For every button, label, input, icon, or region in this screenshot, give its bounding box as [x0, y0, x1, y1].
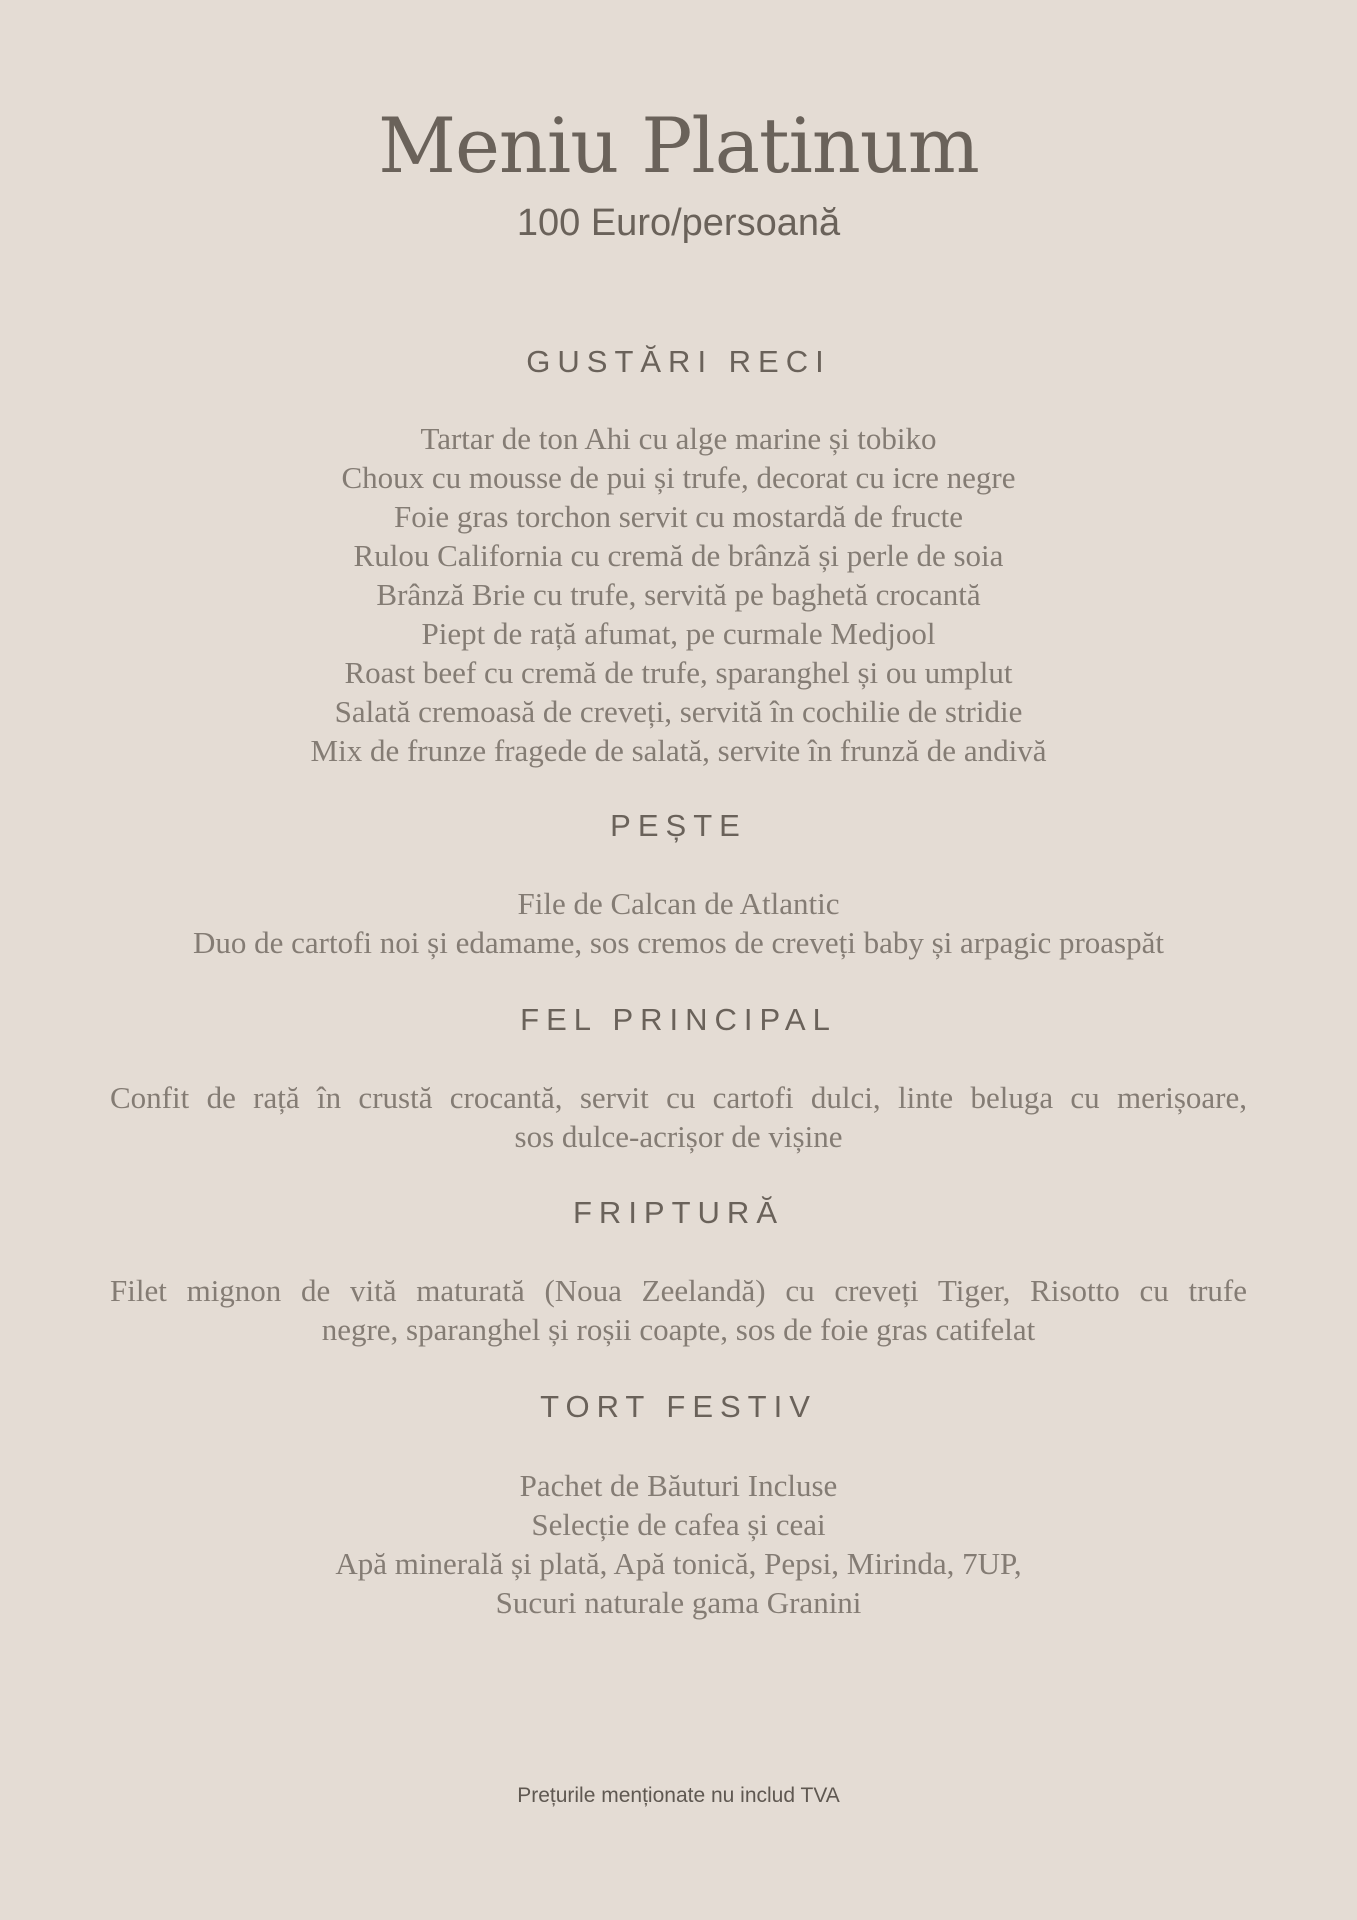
menu-item: File de Calcan de Atlantic: [517, 886, 840, 921]
menu-item: Salată cremoasă de creveți, servită în cochilie de stridie: [334, 694, 1023, 729]
menu-item-line: Confit de rață în crustă crocantă, servit cu cartofi dulci, linte beluga cu merișoare,: [110, 1080, 1247, 1115]
menu-item-line: Filet mignon de vită maturată (Noua Zeelandă) cu creveți Tiger, Risotto cu trufe: [110, 1273, 1247, 1308]
menu-item-line: sos dulce-acrișor de vișine: [514, 1119, 843, 1154]
vat-footnote: Prețurile menționate nu includ TVA: [517, 1784, 840, 1807]
section-items-tort-festiv: [100, 1466, 1257, 1622]
menu-item: Tartar de ton Ahi cu alge marine și tobiko: [420, 421, 937, 456]
menu-price: 100 Euro/persoană: [516, 202, 841, 244]
section-text-friptura: [110, 1271, 1247, 1349]
section-heading-gustari-reci: GUSTĂRI RECI: [526, 344, 831, 379]
menu-item: Sucuri naturale gama Granini: [495, 1585, 862, 1620]
section-text-fel-principal: [110, 1078, 1247, 1156]
menu-item: Selecție de cafea și ceai: [531, 1507, 826, 1542]
section-heading-peste: PEȘTE: [610, 808, 747, 843]
section-heading-tort-festiv: TORT FESTIV: [540, 1389, 817, 1424]
section-heading-fel-principal: FEL PRINCIPAL: [520, 1002, 837, 1037]
section-heading-friptura: FRIPTURĂ: [573, 1195, 784, 1230]
menu-item: Pachet de Băuturi Incluse: [519, 1468, 838, 1503]
menu-item: Duo de cartofi noi și edamame, sos cremos de creveți baby și arpagic proaspăt: [193, 925, 1164, 960]
menu-item: Apă minerală și plată, Apă tonică, Pepsi, Mirinda, 7UP,: [335, 1546, 1022, 1581]
menu-item: Rulou California cu cremă de brânză și perle de soia: [353, 538, 1004, 573]
menu-item: Piept de rață afumat, pe curmale Medjool: [421, 616, 936, 651]
menu-item: Foie gras torchon servit cu mostardă de fructe: [393, 499, 963, 534]
menu-item-line: negre, sparanghel și roșii coapte, sos de foie gras catifelat: [321, 1312, 1036, 1347]
menu-item: Choux cu mousse de pui și trufe, decorat cu icre negre: [341, 460, 1016, 495]
section-items-gustari-reci: [100, 419, 1257, 770]
menu-item: Brânză Brie cu trufe, servită pe baghetă crocantă: [376, 577, 981, 612]
menu-title: Meniu Platinum: [378, 101, 979, 190]
section-items-peste: [100, 884, 1257, 962]
menu-item: Mix de frunze fragede de salată, servite în frunză de andivă: [310, 733, 1047, 768]
menu-item: Roast beef cu cremă de trufe, sparanghel și ou umplut: [344, 655, 1013, 690]
